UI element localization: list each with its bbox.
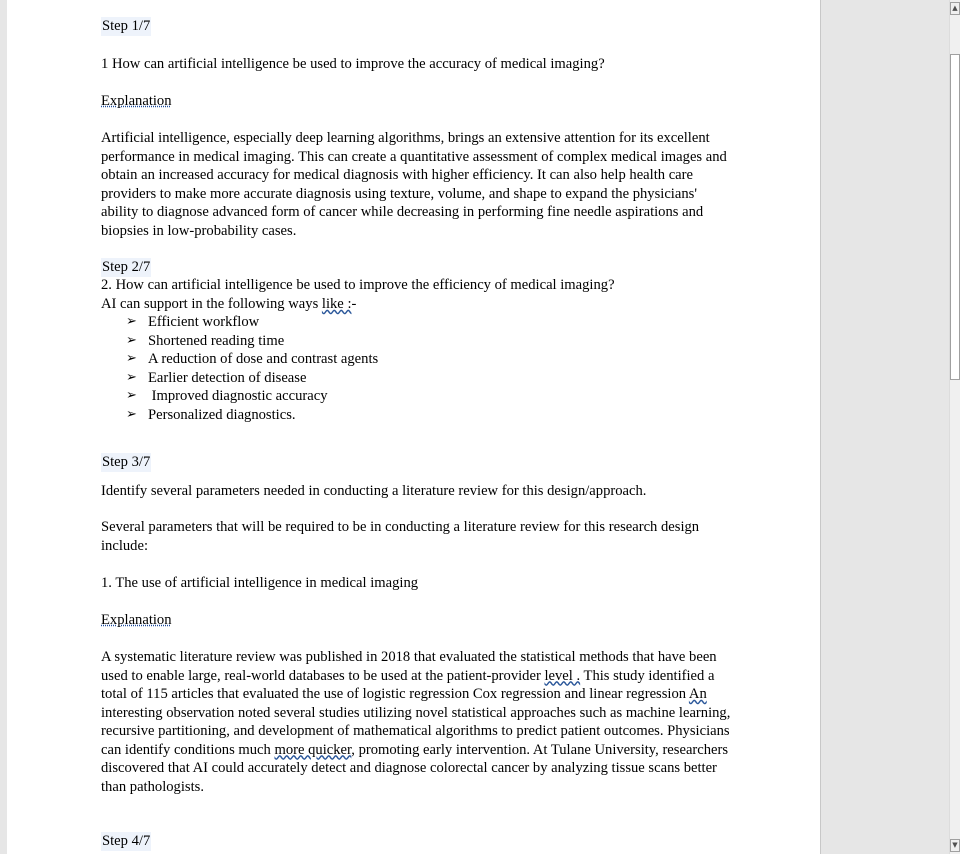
grammar-flag-level[interactable]: level .: [544, 667, 581, 684]
step-1-explanation-heading: Explanation: [101, 93, 172, 109]
bullet-text: A reduction of dose and contrast agents: [148, 351, 379, 367]
bullet-item: [126, 387, 378, 406]
arrow-bullet-icon: ➢: [126, 314, 137, 329]
step-4-label: Step 4/7: [102, 833, 151, 849]
step-2-intro-text: AI can support in the following ways: [101, 296, 322, 312]
step-2-intro-link[interactable]: like :: [321, 296, 352, 312]
arrow-bullet-icon: ➢: [126, 369, 137, 385]
grammar-flag-an[interactable]: An: [688, 686, 707, 702]
step-1-label: Step 1/7: [102, 18, 151, 34]
step-3-explanation-text: [101, 648, 731, 796]
step-1-explanation-text: Artificial intelligence, especially deep learning algorithms, brings an extensive attention for its excellent performance in medical imaging. This can create a quantitative assessment of complex medical images and obtain an increased accuracy for medical diagnosis with higher efficiency. It can also help health care providers to make more accurate diagnosis using texture, volume, and shape to expand the physicians' ability to diagnose advanced form of cancer while decreasing in performing fine needle aspirations and biopsies in low-probability cases.: [101, 130, 727, 239]
step-1-question: 1 How can artificial intelligence be used to improve the accuracy of medical imaging?: [101, 56, 605, 72]
step-2-label: Step 2/7: [102, 259, 151, 275]
step-3-label: Step 3/7: [102, 454, 151, 470]
arrow-bullet-icon: ➢: [126, 351, 137, 366]
bullet-text: Shortened reading time: [148, 332, 285, 349]
bullet-text: Personalized diagnostics.: [148, 406, 296, 423]
bullet-item: [126, 406, 378, 425]
grammar-flag-more-quicker[interactable]: more quicker: [274, 741, 352, 758]
vertical-scrollbar[interactable]: [949, 0, 960, 854]
step-3-answer: Several parameters that will be required to be in conducting a literature review for this research design include:: [101, 519, 700, 554]
para-text-b: This study identified a total of 115 articles that evaluated the use of logistic regression Cox regression and linear regression: [101, 667, 715, 702]
scroll-down-icon[interactable]: ▼: [950, 839, 960, 852]
step-2-intro-end: -: [351, 296, 357, 312]
bullet-item: [126, 369, 378, 388]
bullet-text: Improved diagnostic accuracy: [148, 388, 328, 404]
bullet-item: [126, 313, 378, 332]
para-text-d: , promoting early intervention. At Tulane University, researchers discovered that AI could accurately detect and diagnose colorectal cancer by analyzing tissue scans better than pathologists.: [101, 741, 729, 795]
scroll-up-icon[interactable]: ▲: [950, 2, 960, 15]
bullet-item: [126, 350, 378, 369]
bullet-item: [126, 332, 378, 351]
step-2-intro: [101, 295, 356, 314]
bullet-text: Earlier detection of disease: [148, 369, 307, 386]
step-2-bullet-list: [126, 313, 378, 424]
bullet-text: Efficient workflow: [148, 314, 260, 330]
para-text-a: A systematic literature review was published in 2018 that evaluated the statistical methods that have been used to enable large, real-world databases to be used at the patient-provider: [101, 649, 717, 684]
step-3-point-1: 1. The use of artificial intelligence in medical imaging: [101, 575, 419, 591]
step-3-question: Identify several parameters needed in conducting a literature review for this design/approach.: [101, 483, 647, 499]
step-3-explanation-heading: Explanation: [101, 612, 172, 628]
arrow-bullet-icon: ➢: [126, 406, 137, 422]
scroll-thumb[interactable]: [950, 54, 960, 380]
canvas-background: [821, 0, 949, 854]
para-text-c: interesting observation noted several studies utilizing novel statistical approaches such as machine learning, recursive partitioning, and development of mathematical algorithms to predict patient outcomes. Physicians can identify conditions much: [101, 704, 731, 758]
document-page: [7, 0, 821, 854]
arrow-bullet-icon: ➢: [126, 388, 137, 403]
arrow-bullet-icon: ➢: [126, 332, 137, 348]
step-2-question: 2. How can artificial intelligence be used to improve the efficiency of medical imaging?: [101, 277, 615, 293]
